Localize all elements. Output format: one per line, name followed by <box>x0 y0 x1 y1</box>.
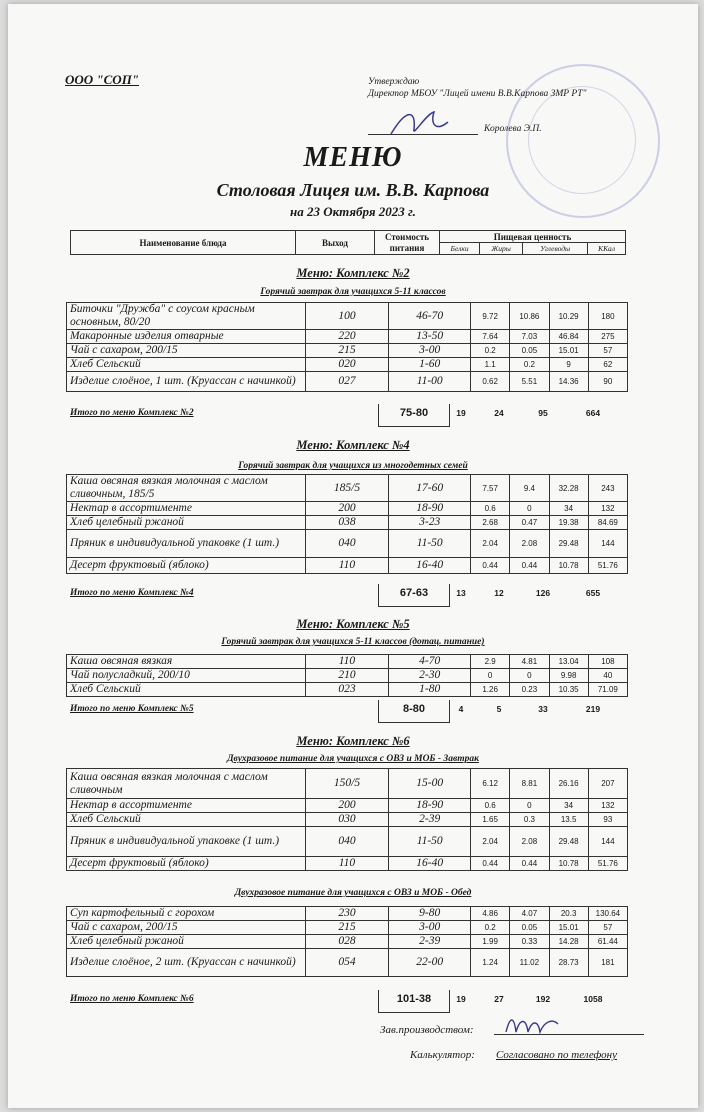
dish-cost: 3-23 <box>389 516 471 530</box>
dish-protein: 1.1 <box>471 358 510 372</box>
menu-date: на 23 Октября 2023 г. <box>290 204 416 219</box>
col-output-header: Выход <box>296 231 375 255</box>
dish-cost: 1-60 <box>389 358 471 372</box>
table-row <box>67 683 628 697</box>
table-row <box>67 516 628 530</box>
dish-name: Нектар в ассортименте <box>67 502 306 516</box>
dish-output: 110 <box>305 857 389 871</box>
dish-carbs: 34 <box>549 799 588 813</box>
dish-output: 150/5 <box>305 769 389 799</box>
dish-cost: 16-40 <box>389 857 471 871</box>
dish-cost: 16-40 <box>389 558 471 574</box>
complex-total-cost: 101-38 <box>378 990 450 1013</box>
calculator-label: Калькулятор: <box>410 1049 475 1061</box>
official-stamp-inner <box>528 86 636 194</box>
dish-protein: 1.99 <box>471 935 510 949</box>
complex-total-label: Итого по меню Комплекс №2 <box>70 408 194 418</box>
dish-output: 038 <box>305 516 389 530</box>
dish-table <box>66 906 628 977</box>
dish-protein: 4.86 <box>471 907 510 921</box>
dish-cost: 9-80 <box>389 907 471 921</box>
dish-table <box>66 474 628 574</box>
dish-protein: 2.04 <box>471 530 510 558</box>
dish-name: Изделие слоёное, 1 шт. (Круассан с начинкой) <box>67 372 306 392</box>
dish-fat: 7.03 <box>510 330 549 344</box>
dish-carbs: 46.84 <box>549 330 588 344</box>
dish-protein: 0.6 <box>471 799 510 813</box>
dish-kcal: 57 <box>588 344 627 358</box>
col-cost-header <box>375 231 440 255</box>
dish-carbs: 10.29 <box>549 303 588 330</box>
dish-cost: 3-00 <box>389 344 471 358</box>
dish-fat: 0.05 <box>510 344 549 358</box>
dish-fat: 2.08 <box>510 827 549 857</box>
dish-name: Каша овсяная вязкая <box>67 655 306 669</box>
dish-name: Биточки "Дружба" с соусом красным основным, 80/20 <box>67 303 306 330</box>
table-row <box>67 344 628 358</box>
table-row <box>67 303 628 330</box>
dish-protein: 1.65 <box>471 813 510 827</box>
table-row <box>67 330 628 344</box>
dish-output: 110 <box>305 655 389 669</box>
complex-title: Меню: Комплекс №4 <box>296 438 410 452</box>
table-row <box>67 857 628 871</box>
dish-protein: 0.44 <box>471 857 510 871</box>
dish-carbs: 34 <box>549 502 588 516</box>
table-row <box>67 921 628 935</box>
table-row <box>67 502 628 516</box>
dish-fat: 0.23 <box>510 683 549 697</box>
dish-carbs: 10.78 <box>549 857 588 871</box>
col-protein-header: Белки <box>440 243 480 255</box>
complex-total-value: 192 <box>535 994 551 1004</box>
dish-carbs: 15.01 <box>549 344 588 358</box>
dish-protein: 9.72 <box>471 303 510 330</box>
dish-fat: 0.2 <box>510 358 549 372</box>
dish-fat: 10.86 <box>510 303 549 330</box>
dish-kcal: 180 <box>588 303 627 330</box>
organization-name: ООО "СОП" <box>65 72 140 87</box>
complex-total-label: Итого по меню Комплекс №5 <box>70 704 194 714</box>
dish-cost: 4-70 <box>389 655 471 669</box>
dish-fat: 0 <box>510 502 549 516</box>
dish-cost: 11-50 <box>389 530 471 558</box>
complex-total-value: 219 <box>585 704 601 714</box>
complex-total-value: 4 <box>458 704 464 714</box>
table-row <box>67 372 628 392</box>
signature-line <box>368 134 478 135</box>
dish-protein: 2.9 <box>471 655 510 669</box>
dish-name: Чай с сахаром, 200/15 <box>67 344 306 358</box>
approval-block <box>368 76 628 100</box>
complex-total-value: 27 <box>494 994 504 1004</box>
dish-carbs: 29.48 <box>549 827 588 857</box>
dish-output: 185/5 <box>305 475 389 502</box>
dish-carbs: 10.78 <box>549 558 588 574</box>
dish-protein: 0.62 <box>471 372 510 392</box>
dish-carbs: 14.36 <box>549 372 588 392</box>
table-row <box>67 358 628 372</box>
dish-carbs: 32.28 <box>549 475 588 502</box>
dish-name: Изделие слоёное, 2 шт. (Круассан с начинкой) <box>67 949 306 977</box>
calculator-value: Согласовано по телефону <box>496 1049 617 1061</box>
dish-output: 215 <box>305 921 389 935</box>
complex-title: Меню: Комплекс №2 <box>296 266 410 280</box>
table-row <box>67 530 628 558</box>
meal-title: Горячий завтрак для учащихся 5-11 классов <box>260 287 446 297</box>
dish-cost: 1-80 <box>389 683 471 697</box>
dish-fat: 0.44 <box>510 857 549 871</box>
dish-cost: 13-50 <box>389 330 471 344</box>
dish-fat: 0.05 <box>510 921 549 935</box>
dish-output: 110 <box>305 558 389 574</box>
dish-protein: 0.2 <box>471 344 510 358</box>
dish-cost: 11-00 <box>389 372 471 392</box>
dish-carbs: 29.48 <box>549 530 588 558</box>
table-row <box>67 475 628 502</box>
dish-protein: 2.04 <box>471 827 510 857</box>
dish-name: Хлеб Сельский <box>67 358 306 372</box>
col-carbs-header: Углеводы <box>523 243 588 255</box>
col-nutrition-header: Пищевая ценность <box>440 231 626 243</box>
complex-total-value: 13 <box>456 588 466 598</box>
dish-name: Макаронные изделия отварные <box>67 330 306 344</box>
dish-fat: 0.47 <box>510 516 549 530</box>
approval-word: Утверждаю <box>368 77 420 87</box>
dish-fat: 0.33 <box>510 935 549 949</box>
dish-carbs: 20.3 <box>549 907 588 921</box>
complex-total-cost: 67-63 <box>378 584 450 607</box>
table-row <box>67 558 628 574</box>
dish-name: Хлеб Сельский <box>67 813 306 827</box>
dish-output: 215 <box>305 344 389 358</box>
table-row <box>67 769 628 799</box>
dish-cost: 46-70 <box>389 303 471 330</box>
dish-kcal: 61.44 <box>588 935 627 949</box>
table-row <box>67 935 628 949</box>
dish-name: Каша овсяная вязкая молочная с маслом сливочным <box>67 769 306 799</box>
dish-table <box>66 768 628 871</box>
complex-total-value: 12 <box>494 588 504 598</box>
table-row <box>67 827 628 857</box>
dish-kcal: 40 <box>588 669 627 683</box>
dish-output: 230 <box>305 907 389 921</box>
dish-cost: 18-90 <box>389 502 471 516</box>
dish-kcal: 144 <box>588 530 627 558</box>
complex-total-cost: 75-80 <box>378 404 450 427</box>
dish-name: Суп картофельный с горохом <box>67 907 306 921</box>
dish-name: Чай с сахаром, 200/15 <box>67 921 306 935</box>
dish-cost: 18-90 <box>389 799 471 813</box>
complex-total-value: 33 <box>538 704 548 714</box>
dish-cost: 22-00 <box>389 949 471 977</box>
dish-name: Каша овсяная вязкая молочная с маслом сливочным, 185/5 <box>67 475 306 502</box>
dish-output: 040 <box>305 530 389 558</box>
dish-kcal: 90 <box>588 372 627 392</box>
dish-table <box>66 302 628 392</box>
director-name: Королева Э.П. <box>484 124 542 134</box>
dish-name: Хлеб целебный ржаной <box>67 516 306 530</box>
dish-fat: 4.81 <box>510 655 549 669</box>
dish-carbs: 19.38 <box>549 516 588 530</box>
dish-fat: 11.02 <box>510 949 549 977</box>
dish-name: Нектар в ассортименте <box>67 799 306 813</box>
dish-carbs: 15.01 <box>549 921 588 935</box>
dish-kcal: 84.69 <box>588 516 627 530</box>
dish-protein: 0 <box>471 669 510 683</box>
dish-kcal: 93 <box>588 813 627 827</box>
dish-protein: 0.2 <box>471 921 510 935</box>
table-row <box>67 669 628 683</box>
dish-output: 054 <box>305 949 389 977</box>
dish-name: Десерт фруктовый (яблоко) <box>67 558 306 574</box>
meal-title: Горячий завтрак для учащихся из многодетных семей <box>238 461 468 471</box>
complex-total-value: 5 <box>496 704 502 714</box>
dish-output: 027 <box>305 372 389 392</box>
complex-total-value: 19 <box>456 994 466 1004</box>
dish-fat: 9.4 <box>510 475 549 502</box>
dish-protein: 0.6 <box>471 502 510 516</box>
dish-kcal: 130.64 <box>588 907 627 921</box>
page-title: МЕНЮ <box>303 142 403 173</box>
complex-total-value: 19 <box>456 408 466 418</box>
complex-total-value: 126 <box>535 588 551 598</box>
dish-output: 210 <box>305 669 389 683</box>
dish-name: Пряник в индивидуальной упаковке (1 шт.) <box>67 827 306 857</box>
complex-total-value: 24 <box>494 408 504 418</box>
complex-total-value: 664 <box>585 408 601 418</box>
dish-kcal: 108 <box>588 655 627 669</box>
dish-protein: 2.68 <box>471 516 510 530</box>
dish-protein: 1.26 <box>471 683 510 697</box>
dish-kcal: 132 <box>588 799 627 813</box>
dish-carbs: 14.28 <box>549 935 588 949</box>
page-subtitle: Столовая Лицея им. В.В. Карпова <box>216 180 490 200</box>
dish-protein: 7.57 <box>471 475 510 502</box>
dish-fat: 2.08 <box>510 530 549 558</box>
dish-cost: 15-00 <box>389 769 471 799</box>
meal-title: Двухразовое питание для учащихся с ОВЗ и МОБ - Обед <box>234 888 472 898</box>
complex-total-value: 95 <box>538 408 548 418</box>
dish-fat: 5.51 <box>510 372 549 392</box>
dish-output: 020 <box>305 358 389 372</box>
complex-total-cost: 8-80 <box>378 700 450 723</box>
col-fat-header: Жиры <box>480 243 523 255</box>
dish-carbs: 10.35 <box>549 683 588 697</box>
table-row <box>67 949 628 977</box>
dish-fat: 8.81 <box>510 769 549 799</box>
dish-fat: 0.44 <box>510 558 549 574</box>
dish-cost: 2-30 <box>389 669 471 683</box>
dish-protein: 1.24 <box>471 949 510 977</box>
menu-document <box>8 4 698 1108</box>
dish-name: Чай полусладкий, 200/10 <box>67 669 306 683</box>
col-name-header: Наименование блюда <box>71 231 296 255</box>
dish-kcal: 144 <box>588 827 627 857</box>
complex-total-label: Итого по меню Комплекс №6 <box>70 994 194 1004</box>
complex-total-value: 1058 <box>583 994 603 1004</box>
dish-carbs: 9.98 <box>549 669 588 683</box>
dish-fat: 0 <box>510 799 549 813</box>
dish-table <box>66 654 628 697</box>
complex-total-value: 655 <box>585 588 601 598</box>
dish-fat: 0 <box>510 669 549 683</box>
dish-kcal: 132 <box>588 502 627 516</box>
dish-cost: 17-60 <box>389 475 471 502</box>
approval-position: Директор МБОУ "Лицей имени В.В.Карпова ЗМР РТ" <box>368 89 587 99</box>
dish-output: 030 <box>305 813 389 827</box>
dish-carbs: 13.5 <box>549 813 588 827</box>
complex-total-label: Итого по меню Комплекс №4 <box>70 588 194 598</box>
dish-fat: 0.3 <box>510 813 549 827</box>
dish-kcal: 275 <box>588 330 627 344</box>
dish-cost: 3-00 <box>389 921 471 935</box>
dish-output: 040 <box>305 827 389 857</box>
dish-name: Пряник в индивидуальной упаковке (1 шт.) <box>67 530 306 558</box>
dish-output: 200 <box>305 502 389 516</box>
production-label: Зав.производством: <box>380 1024 474 1036</box>
table-row <box>67 813 628 827</box>
complex-title: Меню: Комплекс №5 <box>296 617 410 631</box>
dish-kcal: 181 <box>588 949 627 977</box>
meal-title: Горячий завтрак для учащихся 5-11 классов (дотац. питание) <box>221 637 485 647</box>
meal-title: Двухразовое питание для учащихся с ОВЗ и МОБ - Завтрак <box>227 754 479 764</box>
dish-kcal: 51.76 <box>588 857 627 871</box>
complex-title: Меню: Комплекс №6 <box>296 734 410 748</box>
dish-carbs: 13.04 <box>549 655 588 669</box>
dish-kcal: 57 <box>588 921 627 935</box>
dish-output: 200 <box>305 799 389 813</box>
col-kcal-header: ККал <box>588 243 626 255</box>
dish-protein: 6.12 <box>471 769 510 799</box>
col-cost-header-line2: питания <box>389 242 425 253</box>
col-cost-header-line1: Стоимость <box>384 231 430 242</box>
column-header-table <box>70 230 626 255</box>
dish-protein: 0.44 <box>471 558 510 574</box>
dish-output: 220 <box>305 330 389 344</box>
table-row <box>67 907 628 921</box>
dish-cost: 2-39 <box>389 935 471 949</box>
dish-cost: 11-50 <box>389 827 471 857</box>
dish-name: Десерт фруктовый (яблоко) <box>67 857 306 871</box>
dish-kcal: 207 <box>588 769 627 799</box>
dish-output: 100 <box>305 303 389 330</box>
dish-kcal: 243 <box>588 475 627 502</box>
dish-carbs: 26.16 <box>549 769 588 799</box>
dish-fat: 4.07 <box>510 907 549 921</box>
dish-kcal: 71.09 <box>588 683 627 697</box>
production-signature <box>502 1012 562 1038</box>
dish-carbs: 28.73 <box>549 949 588 977</box>
dish-output: 023 <box>305 683 389 697</box>
dish-protein: 7.64 <box>471 330 510 344</box>
dish-name: Хлеб Сельский <box>67 683 306 697</box>
dish-carbs: 9 <box>549 358 588 372</box>
table-row <box>67 655 628 669</box>
dish-name: Хлеб целебный ржаной <box>67 935 306 949</box>
table-row <box>67 799 628 813</box>
dish-kcal: 51.76 <box>588 558 627 574</box>
dish-output: 028 <box>305 935 389 949</box>
dish-kcal: 62 <box>588 358 627 372</box>
dish-cost: 2-39 <box>389 813 471 827</box>
